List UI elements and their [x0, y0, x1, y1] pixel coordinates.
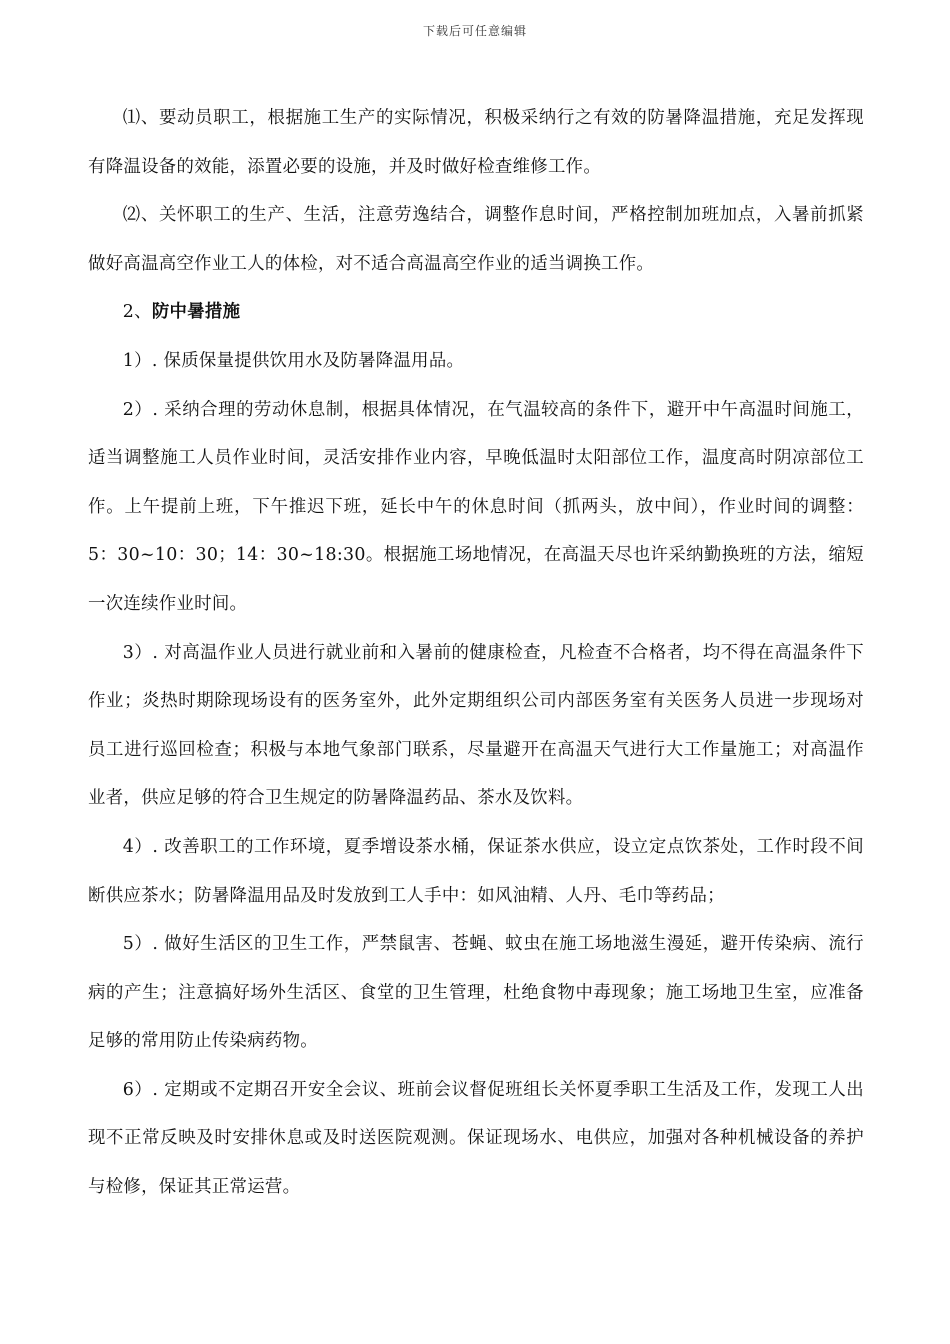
- page-header: 下载后可任意编辑: [422, 24, 527, 38]
- document-body: [88, 94, 864, 1212]
- paragraph-item-6: 6）. 定期或不定期召开安全会议、班前会议督促班组长关怀夏季职工生活及工作，发现工人出现不正常反映及时安排休息或及时送医院观测。保证现场水、电供应，加强对各种机械设备的养护与检修，保证其正常运营。: [88, 1079, 864, 1198]
- paragraph-2: ⑵、关怀职工的生产、生活，注意劳逸结合，调整作息时间，严格控制加班加点，入暑前抓紧做好高温高空作业工人的体检，对不适合高温高空作业的适当调换工作。: [88, 205, 864, 274]
- section-heading: [88, 288, 864, 337]
- paragraph-item-5: 5）. 做好生活区的卫生工作，严禁鼠害、苍蝇、蚊虫在施工场地滋生漫延，避开传染病、流行病的产生；注意搞好场外生活区、食堂的卫生管理，杜绝食物中毒现象；施工场地卫生室，应准备足够的常用防止传染病药物。: [88, 934, 864, 1052]
- section-number: 2、: [122, 302, 152, 323]
- paragraph-item-1: 1）. 保质保量提供饮用水及防暑降温用品。: [122, 350, 465, 371]
- paragraph-1: ⑴、要动员职工，根据施工生产的实际情况，积极采纳行之有效的防暑降温措施，充足发挥现有降温设备的效能，添置必要的设施，并及时做好检查维修工作。: [88, 108, 864, 177]
- paragraph-item-4: 4）. 改善职工的工作环境，夏季增设茶水桶，保证茶水供应，设立定点饮茶处，工作时段不间断供应茶水；防暑降温用品及时发放到工人手中：如风油精、人丹、毛巾等药品；: [88, 836, 864, 906]
- section-title: 防中暑措施: [151, 302, 241, 323]
- paragraph-item-3: 3）. 对高温作业人员进行就业前和入暑前的健康检查，凡检查不合格者，均不得在高温条件下作业；炎热时期除现场设有的医务室外，此外定期组织公司内部医务室有关医务人员进一步现场对员工进行巡回检查；积极与本地气象部门联系，尽量避开在高温天气进行大工作量施工；对高温作业者，供应足够的符合卫生规定的防暑降温药品、茶水及饮料。: [88, 642, 864, 809]
- paragraph-item-2: 2）. 采纳合理的劳动休息制，根据具体情况，在气温较高的条件下，避开中午高温时间施工，适当调整施工人员作业时间，灵活安排作业内容，早晚低温时太阳部位工作，温度高时阴凉部位工作。上午提前上班，下午推迟下班，延长中午的休息时间（抓两头，放中间），作业时间的调整：5：30~10：30；14：30~18:30。根据施工场地情况，在高温天尽也许采纳勤换班的方法，缩短一次连续作业时间。: [88, 399, 864, 614]
